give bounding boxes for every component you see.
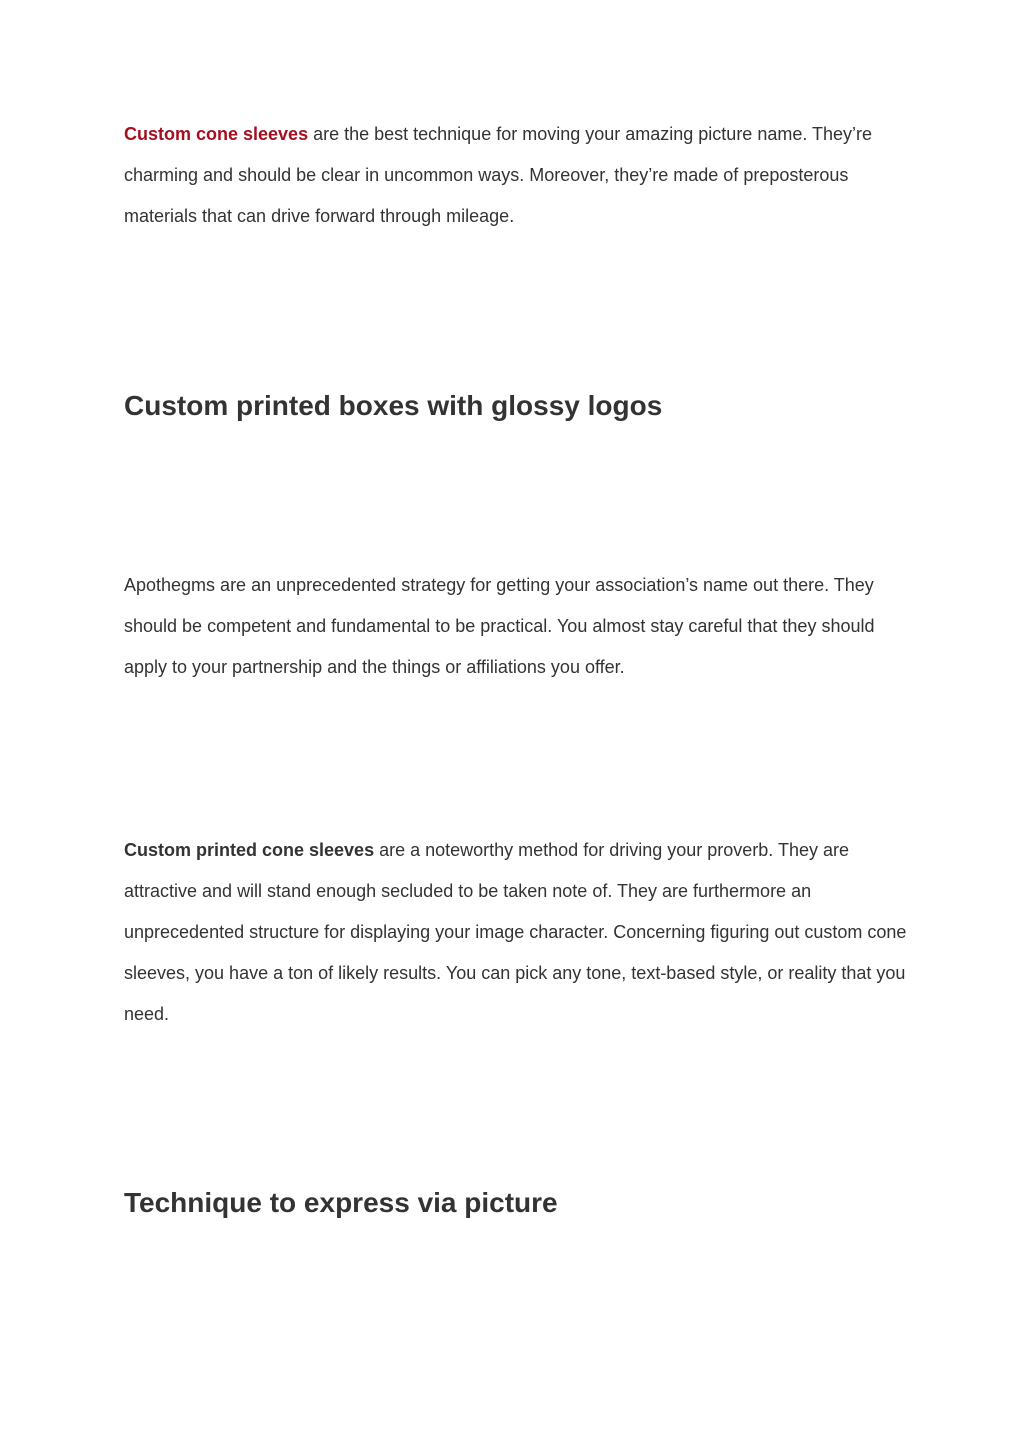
paragraph-apothegms-text: Apothegms are an unprecedented strategy for getting your association’s name out there. They should be competent and fundamental to be practical. You almost stay careful that they should apply to your partnership and the things or affiliations you offer.: [124, 575, 875, 677]
paragraph-lead-bold: Custom printed cone sleeves: [124, 840, 375, 860]
paragraph-intro: [124, 114, 914, 237]
heading-technique-express: Technique to express via picture: [124, 1187, 558, 1218]
paragraph-apothegms: [124, 565, 914, 688]
paragraph-printed-cone-sleeves: [124, 830, 914, 1035]
paragraph-printed-cone-sleeves-text: are a noteworthy method for driving your proverb. They are attractive and will stand enough secluded to be taken note of. They are furthermore an unprecedented structure for displaying your image character. Concerning figuring out custom cone sleeves, you have a ton of likely results. You can pick any tone, text-based style, or reality that you need.: [124, 840, 907, 1024]
paragraph-intro-text: are the best technique for moving your amazing picture name. They’re charming and should be clear in uncommon ways. Moreover, they’re made of preposterous materials that can drive forward through mileage.: [124, 124, 873, 226]
heading-custom-printed-boxes: Custom printed boxes with glossy logos: [124, 390, 663, 421]
custom-cone-sleeves-link[interactable]: Custom cone sleeves: [124, 124, 309, 144]
